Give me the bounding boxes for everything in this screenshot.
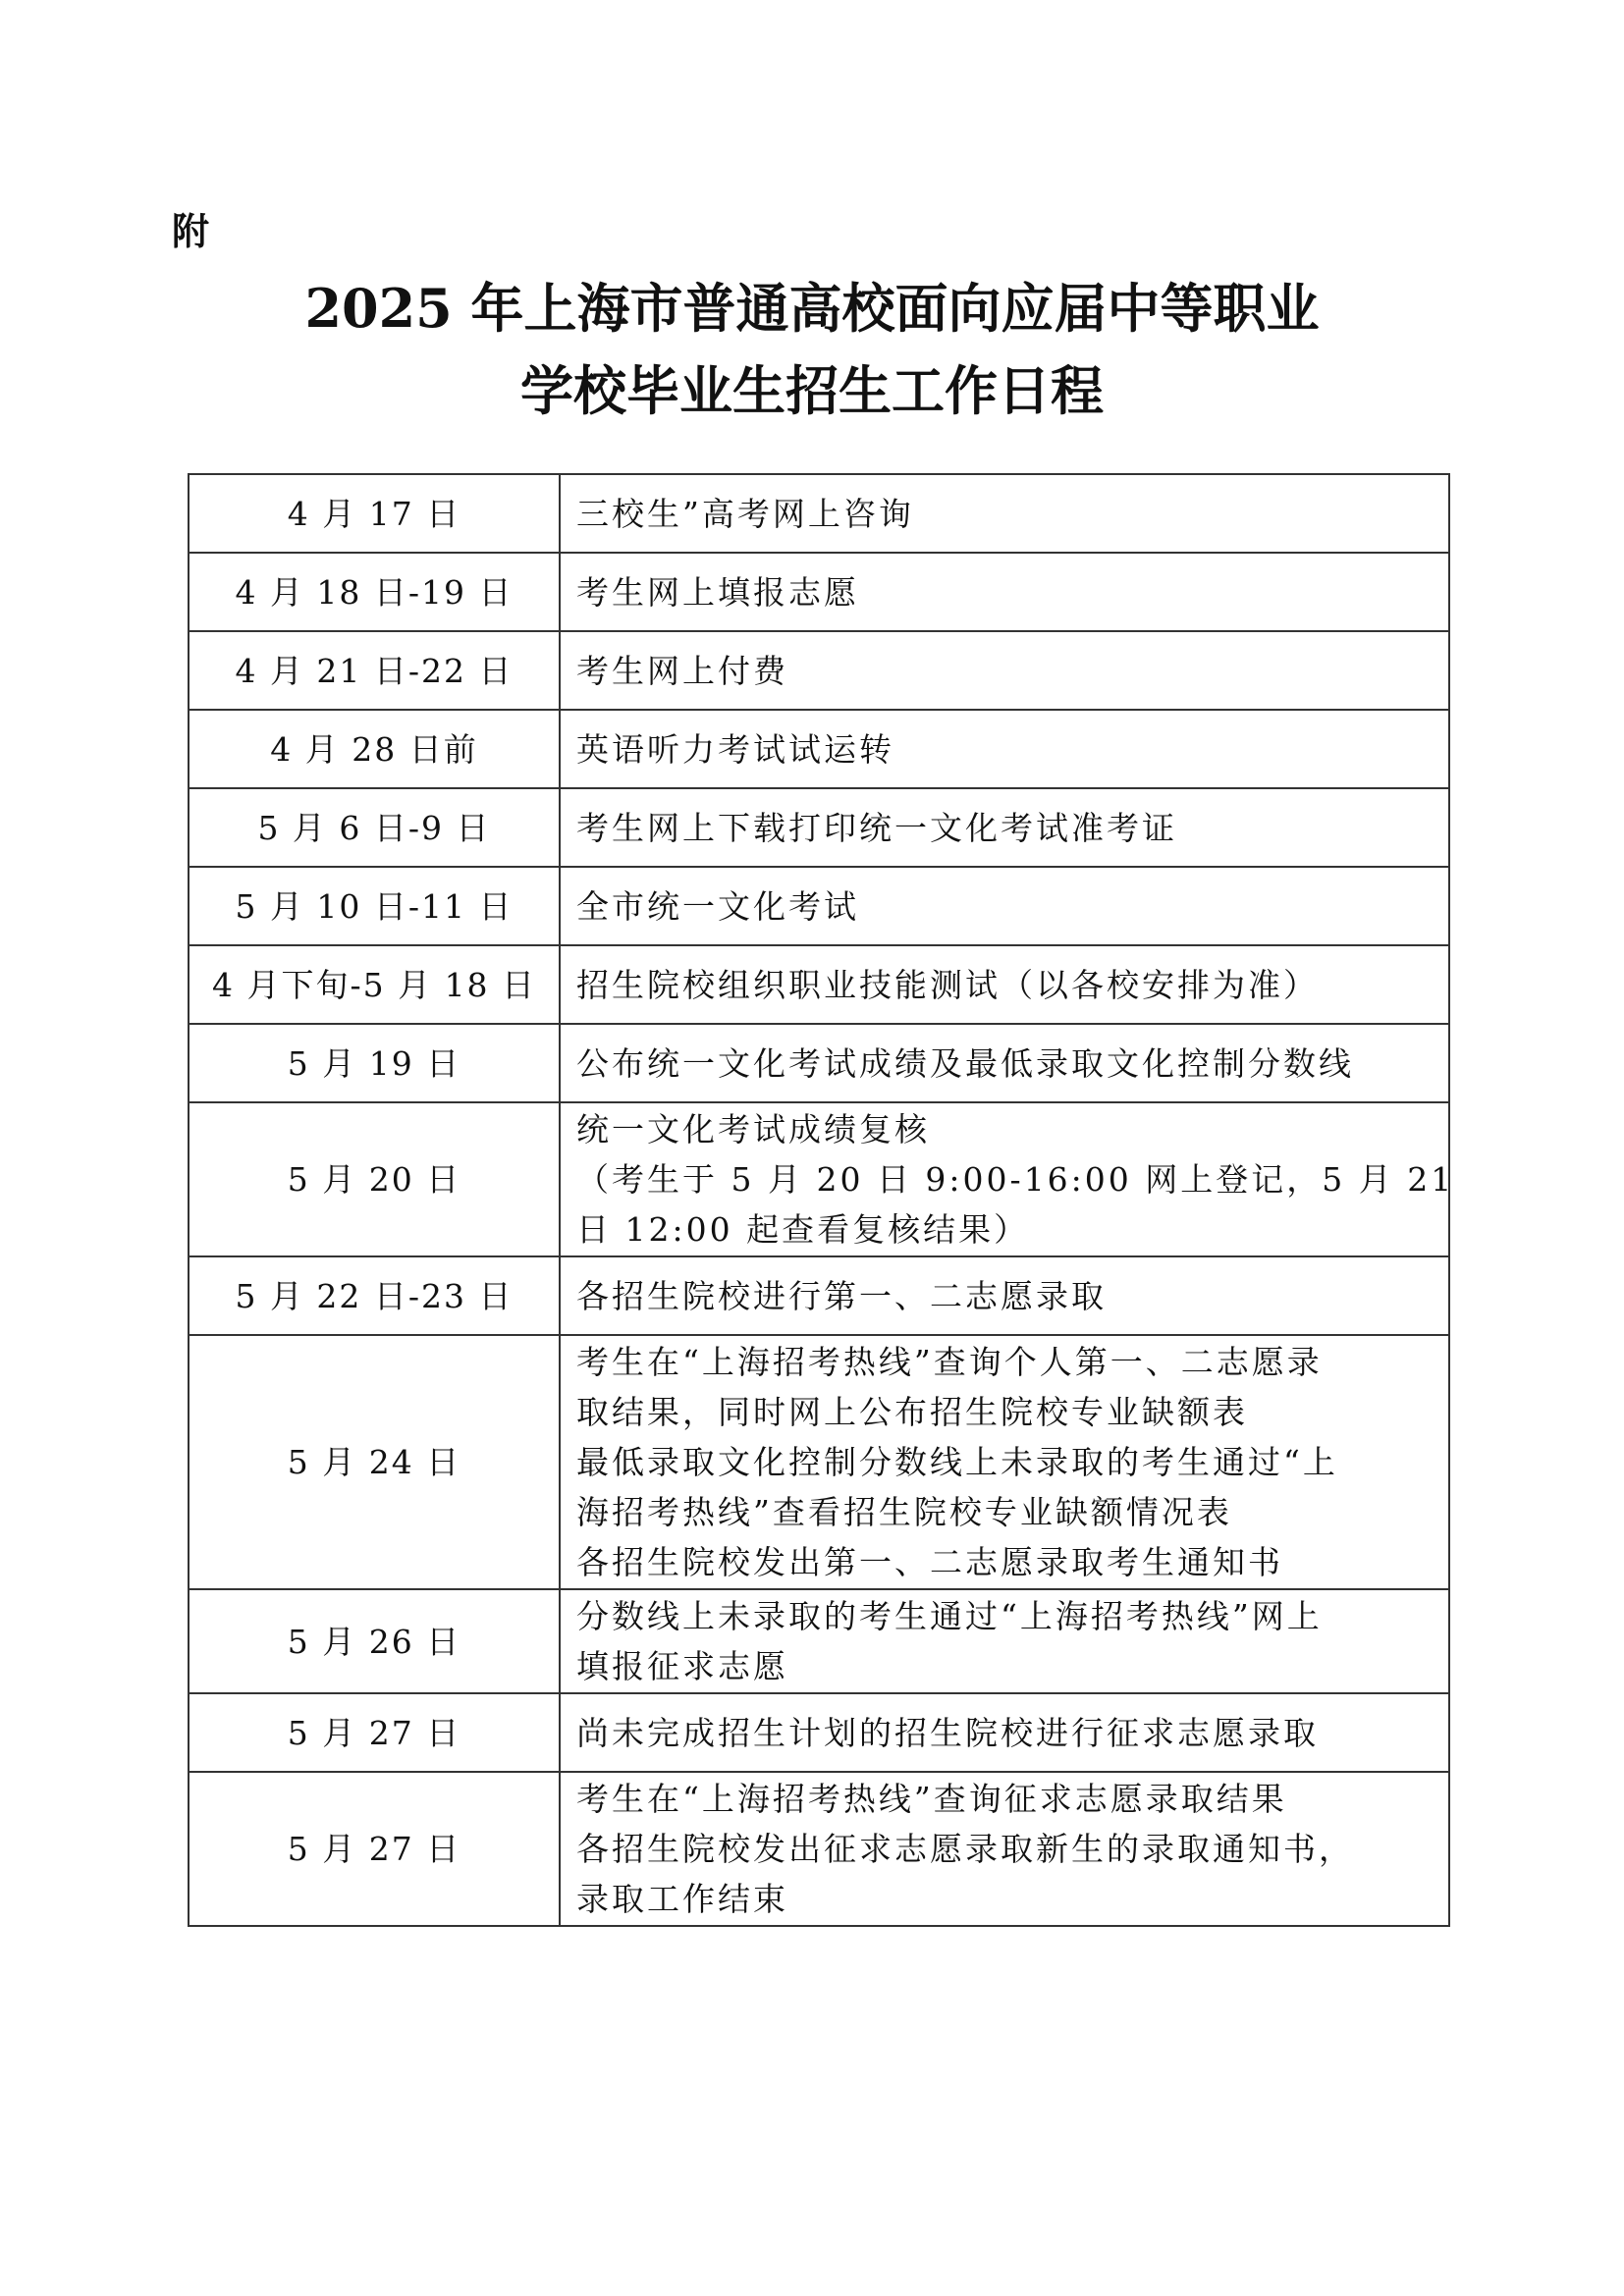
schedule-event-line: 最低录取文化控制分数线上未录取的考生通过“上 bbox=[576, 1443, 1338, 1481]
schedule-event-line: 全市统一文化考试 bbox=[576, 886, 859, 926]
schedule-event-cell bbox=[560, 1772, 1449, 1926]
schedule-event-line: 日 12:00 起查看复核结果） bbox=[576, 1210, 1030, 1249]
schedule-event-cell bbox=[560, 945, 1449, 1024]
schedule-date-cell: 5 月 6 日-9 日 bbox=[189, 788, 560, 867]
table-row bbox=[189, 710, 1449, 788]
table-row bbox=[189, 867, 1449, 945]
table-row bbox=[189, 1693, 1449, 1772]
schedule-date-cell: 5 月 27 日 bbox=[189, 1693, 560, 1772]
schedule-event-line: （考生于 5 月 20 日 9:00-16:00 网上登记，5 月 21 bbox=[576, 1160, 1455, 1199]
schedule-event-line: 填报征求志愿 bbox=[576, 1647, 788, 1685]
schedule-event-line: 公布统一文化考试成绩及最低录取文化控制分数线 bbox=[576, 1043, 1354, 1083]
schedule-event-line: 录取工作结束 bbox=[576, 1880, 788, 1918]
table-row bbox=[189, 1102, 1449, 1256]
schedule-event-cell bbox=[560, 1256, 1449, 1335]
schedule-event-cell bbox=[560, 710, 1449, 788]
schedule-event-line: 考生网上填报志愿 bbox=[576, 572, 859, 612]
table-row bbox=[189, 631, 1449, 710]
table-row bbox=[189, 1256, 1449, 1335]
schedule-event-line: 分数线上未录取的考生通过“上海招考热线”网上 bbox=[576, 1597, 1323, 1635]
schedule-date-cell: 4 月 28 日前 bbox=[189, 710, 560, 788]
schedule-event-cell bbox=[560, 867, 1449, 945]
schedule-date-cell: 5 月 22 日-23 日 bbox=[189, 1256, 560, 1335]
schedule-date-cell: 5 月 10 日-11 日 bbox=[189, 867, 560, 945]
schedule-date-cell: 5 月 27 日 bbox=[189, 1772, 560, 1926]
schedule-table-body bbox=[189, 474, 1455, 1926]
schedule-event-line: 考生网上下载打印统一文化考试准考证 bbox=[576, 808, 1177, 847]
schedule-date-cell: 5 月 20 日 bbox=[189, 1102, 560, 1256]
schedule-event-line: 各招生院校发出征求志愿录取新生的录取通知书， bbox=[576, 1830, 1354, 1868]
schedule-date-cell: 4 月 18 日-19 日 bbox=[189, 553, 560, 631]
table-row bbox=[189, 1772, 1449, 1926]
table-row bbox=[189, 1024, 1449, 1102]
table-row bbox=[189, 1335, 1449, 1589]
title-line-1: 2025 年上海市普通高校面向应届中等职业 bbox=[304, 277, 1320, 340]
table-row bbox=[189, 1589, 1449, 1693]
schedule-event-line: 英语听力考试试运转 bbox=[576, 729, 894, 769]
schedule-event-line: 考生网上付费 bbox=[576, 651, 788, 690]
schedule-event-line: 尚未完成招生计划的招生院校进行征求志愿录取 bbox=[576, 1713, 1319, 1752]
table-row bbox=[189, 474, 1449, 553]
schedule-event-cell bbox=[560, 553, 1449, 631]
schedule-event-cell bbox=[560, 1024, 1449, 1102]
schedule-date-cell: 5 月 26 日 bbox=[189, 1589, 560, 1693]
table-row bbox=[189, 945, 1449, 1024]
title-line-2: 学校毕业生招生工作日程 bbox=[520, 359, 1104, 422]
schedule-event-cell bbox=[560, 1102, 1455, 1256]
table-row bbox=[189, 553, 1449, 631]
schedule-event-cell bbox=[560, 631, 1449, 710]
schedule-event-cell bbox=[560, 788, 1449, 867]
schedule-event-cell bbox=[560, 1693, 1449, 1772]
schedule-date-cell: 4 月下旬-5 月 18 日 bbox=[189, 945, 560, 1024]
table-row bbox=[189, 788, 1449, 867]
schedule-event-cell bbox=[560, 474, 1449, 553]
schedule-date-cell: 4 月 21 日-22 日 bbox=[189, 631, 560, 710]
schedule-event-line: 招生院校组织职业技能测试（以各校安排为准） bbox=[576, 965, 1319, 1004]
schedule-event-line: 取结果，同时网上公布招生院校专业缺额表 bbox=[576, 1393, 1248, 1431]
schedule-date-cell: 4 月 17 日 bbox=[189, 474, 560, 553]
schedule-event-line: 考生在“上海招考热线”查询个人第一、二志愿录 bbox=[576, 1343, 1323, 1381]
attachment-label: 附 bbox=[172, 210, 210, 253]
schedule-event-line: 各招生院校发出第一、二志愿录取考生通知书 bbox=[576, 1543, 1283, 1581]
schedule-event-line: 各招生院校进行第一、二志愿录取 bbox=[576, 1276, 1107, 1315]
page-title bbox=[0, 267, 1624, 432]
schedule-event-line: 统一文化考试成绩复核 bbox=[576, 1110, 930, 1148]
schedule-table bbox=[188, 473, 1455, 1927]
schedule-event-line: 考生在“上海招考热线”查询征求志愿录取结果 bbox=[576, 1780, 1287, 1818]
schedule-event-line: 海招考热线”查看招生院校专业缺额情况表 bbox=[576, 1493, 1232, 1531]
schedule-event-cell bbox=[560, 1589, 1449, 1693]
schedule-event-cell bbox=[560, 1335, 1449, 1589]
schedule-event-line: 三校生”高考网上咨询 bbox=[576, 494, 914, 533]
schedule-date-cell: 5 月 19 日 bbox=[189, 1024, 560, 1102]
schedule-date-cell: 5 月 24 日 bbox=[189, 1335, 560, 1589]
